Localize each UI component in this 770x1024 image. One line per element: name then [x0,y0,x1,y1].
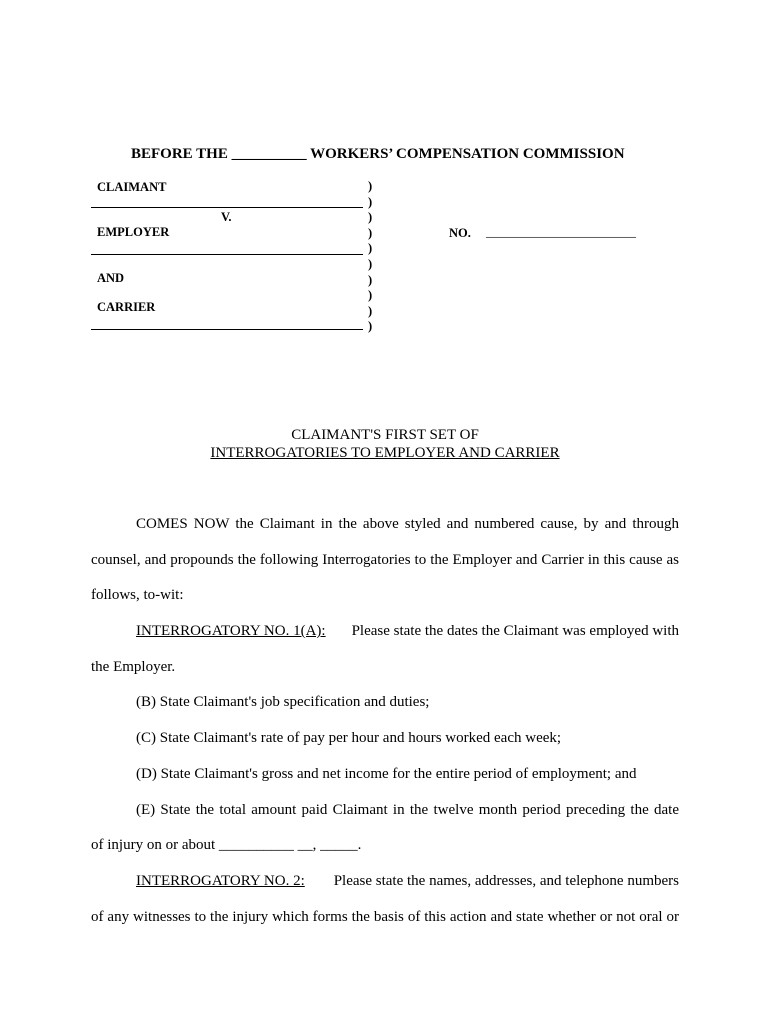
intro-line-2: counsel, and propounds the following Interrogatories to the Employer and Carrier in this cause as [91,552,679,568]
interrogatory-1-heading: INTERROGATORY NO. 1(A): [136,623,326,639]
document-title-line2 [0,445,770,462]
case-number-label: NO. [449,226,471,240]
caption-paren: ) [368,225,373,240]
interrogatory-2-text: Please state the names, addresses, and telephone numbers [333,873,679,889]
caption-paren: ) [368,210,373,225]
interrogatory-1-item-b: (B) State Claimant's job specification and duties; [136,694,430,710]
intro-line-3: follows, to-wit: [91,587,184,603]
interrogatory-2-line [136,873,679,890]
caption-paren: ) [368,319,373,334]
caption-paren: ) [368,272,373,287]
caption-paren: ) [368,194,373,209]
interrogatory-1-continued: the Employer. [91,659,176,675]
document-title-line1: CLAIMANT'S FIRST SET OF [291,427,479,443]
caption-paren: ) [368,303,373,318]
interrogatory-1-item-d: (D) State Claimant's gross and net income for the entire period of employment; and [136,766,637,782]
employer-name-line [91,254,363,255]
carrier-label: CARRIER [97,300,156,314]
employer-label: EMPLOYER [97,225,170,239]
intro-line-1: COMES NOW the Claimant in the above styled and numbered cause, by and through [136,516,679,532]
court-title: BEFORE THE __________ WORKERS’ COMPENSATION COMMISSION [131,146,625,162]
caption-paren: ) [368,288,373,303]
interrogatory-1-item-e: (E) State the total amount paid Claimant in the twelve month period preceding the date [136,802,679,818]
versus-label: V. [221,210,232,224]
caption-paren: ) [368,179,373,193]
interrogatory-1-line [136,623,679,640]
interrogatory-2-continued: of any witnesses to the injury which forms the basis of this action and state whether or not oral or [91,909,679,925]
interrogatory-1-item-c: (C) State Claimant's rate of pay per hour and hours worked each week; [136,730,562,746]
carrier-name-line [91,329,363,330]
caption-paren: ) [368,256,373,271]
case-number-blank: ________________________ [486,225,636,239]
and-label: AND [97,271,125,285]
document-title-line2-text: INTERROGATORIES TO EMPLOYER AND CARRIER [210,445,560,461]
caption-paren-column [368,179,372,335]
interrogatory-1-item-e-continued: of injury on or about __________ __, _____. [91,837,362,853]
interrogatory-1-text: Please state the dates the Claimant was employed with [351,623,679,639]
caption-paren: ) [368,241,373,256]
claimant-label: CLAIMANT [97,180,167,194]
claimant-name-line [91,207,363,208]
interrogatory-2-heading: INTERROGATORY NO. 2: [136,873,305,889]
